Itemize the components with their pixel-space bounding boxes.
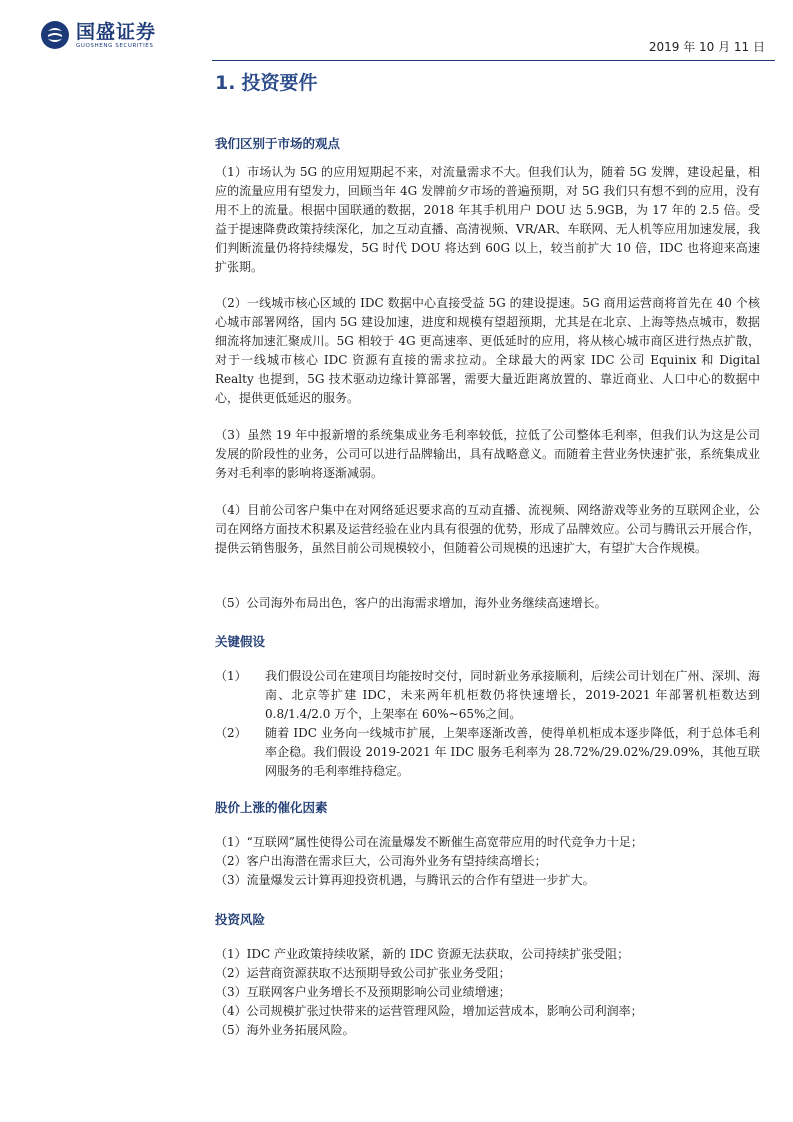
catalysts-list xyxy=(215,833,760,890)
view-paragraph-5 xyxy=(215,594,760,613)
section-title xyxy=(215,68,317,95)
list-item: （2）客户出海潜在需求巨大，公司海外业务有望持续高增长； xyxy=(215,854,547,868)
view-paragraph: （2）一线城市核心区域的 IDC 数据中心直接受益 5G 的建设提速。5G 商用运营商将首先在 40 个核心城市部署网络，国内 5G 建设加速，进度和规模有望超预期，尤其是在北京、上海等热点城市，数据细流将加速汇聚成川。5G 相较于 4G 更高速率、更低延时的应用，将从核心城市商区进行热点扩散，对于一线城市核心 IDC 资源有直接的需求拉动。全球最大的两家 IDC 公司 Equinix 和 Digital Realty 也提到，5G 技术驱动边缘计算部署，需要大量近距离放置的、靠近商业、人口中心的数据中心，提供更低延迟的服务。 xyxy=(215,296,760,405)
item-text: 我们假设公司在建项目均能按时交付，同时新业务承接顺利，后续公司计划在广州、深圳、海南、北京等扩建 IDC，未来两年机柜数仍将快速增长，2019-2021 年部署机柜数达到 0.8/1.4/2.0 万个，上架率在 60%~65%之间。 xyxy=(265,669,760,721)
company-name-en: GUOSHENG SECURITIES xyxy=(76,42,154,49)
item-index: （1） xyxy=(215,669,247,683)
view-paragraph: （4）目前公司客户集中在对网络延迟要求高的互动直播、流视频、网络游戏等业务的互联网企业，公司在网络方面技术积累及运营经验在业内具有很强的优势，形成了品牌效应。公司与腾讯云开展合作，提供云销售服务，虽然目前公司规模较小，但随着公司规模的迅速扩大，有望扩大合作规模。 xyxy=(215,503,760,555)
company-logo xyxy=(40,20,156,50)
view-paragraph-4 xyxy=(215,501,760,558)
view-paragraph: （5）公司海外布局出色，客户的出海需求增加，海外业务继续高速增长。 xyxy=(215,596,607,610)
list-item: （3）互联网客户业务增长不及预期影响公司业绩增速； xyxy=(215,985,511,999)
view-paragraph: （1）市场认为 5G 的应用短期起不来，对流量需求不大。但我们认为，随着 5G 发牌，建设起量，相应的流量应用有望发力，回顾当年 4G 发牌前夕市场的普遍预期，对 5G 我们只有想不到的应用，没有用不上的流量。根据中国联通的数据，2018 年其手机用户 DOU 达 5.9GB，为 17 年的 2.5 倍。受益于提速降费政策持续深化，加之互动直播、高清视频、VR/AR、车联网、无人机等应用加速发展，我们判断流量仍将持续爆发，5G 时代 DOU 将达到 60G 以上，较当前扩大 10 倍，IDC 也将迎来高速扩张期。 xyxy=(215,165,760,274)
guosheng-logo-icon xyxy=(40,20,70,50)
view-paragraph: （3）虽然 19 年中报新增的系统集成业务毛利率较低，拉低了公司整体毛利率，但我们认为这是公司发展的阶段性的业务，公司可以进行品牌输出，具有战略意义。而随着主营业务快速扩张，系统集成业务对毛利率的影响将逐渐减弱。 xyxy=(215,428,760,480)
view-paragraph-1 xyxy=(215,163,760,277)
company-name-cn: 国盛证券 xyxy=(76,20,157,43)
page-header xyxy=(40,20,775,60)
view-paragraph-2 xyxy=(215,294,760,408)
report-date: 2019 年 10 月 11 日 xyxy=(648,40,765,54)
risks-list xyxy=(215,945,760,1040)
catalysts-heading: 股价上涨的催化因素 xyxy=(215,800,328,815)
section-number: 1. xyxy=(215,72,236,94)
view-paragraph-3 xyxy=(215,426,760,483)
assumptions-list xyxy=(215,667,760,781)
list-item: （1）“互联网”属性使得公司在流量爆发不断催生高宽带应用的时代竞争力十足； xyxy=(215,835,643,849)
views-heading: 我们区别于市场的观点 xyxy=(215,136,341,151)
list-item xyxy=(215,724,760,781)
item-text: 随着 IDC 业务向一线城市扩展，上架率逐渐改善，使得单机柜成本逐步降低，利于总体毛利率企稳。我们假设 2019-2021 年 IDC 服务毛利率为 28.72%/29.02%/29.09%，其他互联网服务的毛利率维持稳定。 xyxy=(265,726,760,778)
header-divider xyxy=(212,60,775,61)
list-item: （3）流量爆发云计算再迎投资机遇，与腾讯云的合作有望进一步扩大。 xyxy=(215,873,595,887)
list-item: （4）公司规模扩张过快带来的运营管理风险，增加运营成本，影响公司利润率； xyxy=(215,1004,643,1018)
risks-heading-block xyxy=(215,910,760,928)
item-index: （2） xyxy=(215,726,247,740)
section-title-text: 投资要件 xyxy=(241,72,318,94)
assumptions-heading: 关键假设 xyxy=(215,634,266,649)
list-item: （5）海外业务拓展风险。 xyxy=(215,1023,355,1037)
views-heading-block xyxy=(215,134,760,152)
risks-heading: 投资风险 xyxy=(215,912,266,927)
list-item xyxy=(215,667,760,724)
assumptions-heading-block xyxy=(215,632,760,650)
list-item: （1）IDC 产业政策持续收紧，新的 IDC 资源无法获取，公司持续扩张受阻； xyxy=(215,947,630,961)
catalysts-heading-block xyxy=(215,798,760,816)
list-item: （2）运营商资源获取不达预期导致公司扩张业务受阻； xyxy=(215,966,511,980)
